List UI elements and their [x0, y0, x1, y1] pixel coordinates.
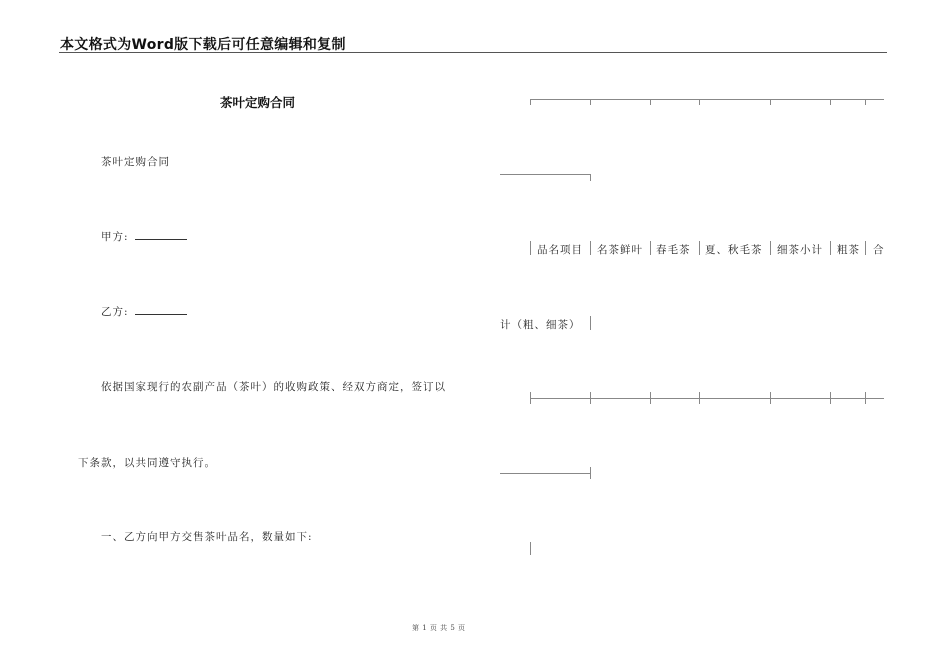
- table-header-cell: 粗茶: [837, 244, 860, 256]
- tick: [699, 392, 700, 404]
- party-a-line: [101, 229, 187, 244]
- tick: [770, 99, 771, 105]
- document-header: 本文格式为Word版下载后可任意编辑和复制: [60, 37, 346, 53]
- contract-subtitle: 茶叶定购合同: [101, 156, 170, 168]
- party-a-blank: [135, 231, 187, 240]
- tick: [770, 392, 771, 404]
- tick: [650, 99, 651, 105]
- table-header-cell: 合: [873, 244, 885, 256]
- page-footer: 第 1 页 共 5 页: [412, 624, 466, 632]
- tick: [530, 99, 531, 105]
- document-title: 茶叶定购合同: [220, 95, 296, 110]
- cell-divider: [530, 241, 531, 255]
- table-header-cell: 品名项目: [537, 244, 583, 256]
- clause-1: 一、乙方向甲方交售茶叶品名，数量如下:: [101, 531, 313, 543]
- tick: [590, 174, 591, 181]
- tick: [865, 99, 866, 105]
- table-header-continuation: 计（粗、细茶）: [500, 319, 581, 331]
- cell-divider: [770, 241, 771, 255]
- tick: [865, 392, 866, 404]
- tick: [699, 99, 700, 105]
- tick: [830, 99, 831, 105]
- tick: [830, 392, 831, 404]
- tick: [590, 467, 591, 479]
- cell-divider: [530, 542, 531, 555]
- party-b-label: 乙方:: [101, 306, 129, 318]
- tick: [530, 392, 531, 404]
- table-header-cell: 春毛茶: [656, 244, 691, 256]
- party-b-blank: [135, 306, 187, 315]
- cell-divider: [650, 241, 651, 255]
- cell-divider: [830, 241, 831, 255]
- cell-divider: [699, 241, 700, 255]
- party-a-label: 甲方:: [101, 231, 129, 243]
- body-paragraph-line1: 依据国家现行的农副产品（茶叶）的收购政策、经双方商定，签订以: [101, 381, 446, 393]
- tick: [590, 99, 591, 105]
- party-b-line: [101, 304, 187, 319]
- cell-divider: [865, 241, 866, 255]
- table-rule: [500, 174, 590, 175]
- tick: [650, 392, 651, 404]
- tick: [590, 392, 591, 404]
- table-header-cell: 细茶小计: [777, 244, 823, 256]
- table-header-cell: 名茶鲜叶: [597, 244, 643, 256]
- table-header-cell: 夏、秋毛茶: [705, 244, 763, 256]
- cell-divider: [590, 316, 591, 330]
- header-divider: [59, 52, 887, 53]
- table-rule: [500, 473, 590, 474]
- body-paragraph-line2: 下条款，以共同遵守执行。: [78, 457, 216, 469]
- cell-divider: [590, 241, 591, 255]
